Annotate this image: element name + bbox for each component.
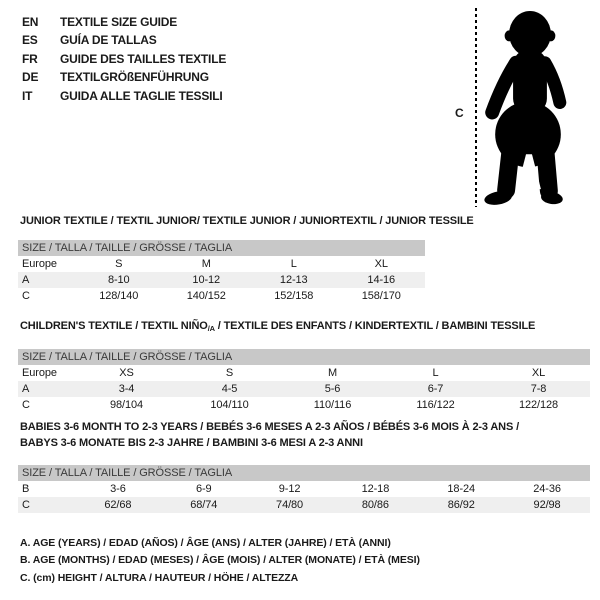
- table-cell: 6-7: [427, 383, 444, 395]
- table-cell: 74/80: [276, 499, 304, 511]
- table-row: [18, 381, 590, 397]
- table-row: [18, 365, 590, 381]
- size-header-bar: SIZE / TALLA / TAILLE / GRÖSSE / TAGLIA: [18, 349, 590, 365]
- table-cell: 104/110: [210, 399, 249, 411]
- table-cell: L: [290, 258, 297, 270]
- language-code: EN: [22, 15, 39, 29]
- table-cell: 10-12: [192, 274, 221, 286]
- table-row: [18, 397, 590, 413]
- size-header-bar: SIZE / TALLA / TAILLE / GRÖSSE / TAGLIA: [18, 240, 425, 256]
- table-cell: S: [225, 367, 234, 379]
- table-row: [18, 288, 425, 304]
- children-size-table: [18, 349, 590, 413]
- children-title-suffix: / TEXTILE DES ENFANTS / KINDERTEXTIL / BAMBINI TESSILE: [214, 320, 536, 332]
- table-cell: 68/74: [190, 499, 218, 511]
- babies-size-table: [18, 465, 590, 513]
- guide-title-it: GUIDA ALLE TAGLIE TESSILI: [60, 88, 223, 103]
- table-cell: XL: [374, 258, 388, 270]
- table-cell: 3-6: [110, 483, 126, 495]
- language-row-es: [22, 31, 226, 49]
- legend-line-b: B. AGE (MONTHS) / EDAD (MESES) / ÂGE (MOIS) / ALTER (MONATE) / ETÀ (MESI): [20, 554, 420, 567]
- children-title-subscript: /A: [207, 324, 215, 333]
- table-cell: 158/170: [361, 290, 401, 302]
- language-code: IT: [22, 88, 33, 103]
- junior-size-table: [18, 240, 425, 304]
- legend-line-a: A. AGE (YEARS) / EDAD (AÑOS) / ÂGE (ANS) / ALTER (JAHRE) / ETÀ (ANNI): [20, 537, 391, 549]
- row-label: Europe: [22, 258, 57, 270]
- table-cell: 116/122: [416, 399, 455, 411]
- table-cell: S: [115, 258, 123, 270]
- table-cell: 24-36: [533, 483, 561, 495]
- row-label: C: [22, 499, 30, 511]
- table-cell: 152/158: [274, 290, 314, 302]
- junior-table-title: JUNIOR TEXTILE / TEXTIL JUNIOR/ TEXTILE JUNIOR / JUNIORTEXTIL / JUNIOR TESSILE: [20, 215, 474, 227]
- table-cell: 12-13: [279, 274, 308, 286]
- table-cell: 6-9: [195, 483, 212, 495]
- language-row-en: [22, 13, 226, 31]
- table-cell: 128/140: [99, 290, 139, 302]
- table-cell: 62/68: [104, 499, 132, 511]
- measurement-legend: [20, 535, 420, 587]
- row-label: Europe: [22, 367, 57, 379]
- language-row-it: [22, 87, 226, 105]
- table-row: [18, 497, 590, 513]
- babies-title-line1: BABIES 3-6 MONTH TO 2-3 YEARS / BEBÉS 3-6 MESES A 2-3 AÑOS / BÉBÉS 3-6 MOIS À 2-3 ANS /: [20, 421, 519, 433]
- height-measure-label: C: [455, 106, 464, 120]
- row-label: C: [22, 399, 30, 411]
- table-cell: XS: [119, 367, 134, 379]
- guide-title-es: GUÍA DE TALLAS: [60, 33, 157, 48]
- language-title-list: [22, 13, 226, 105]
- table-cell: 92/98: [533, 499, 561, 511]
- table-cell: M: [327, 367, 338, 379]
- table-cell: 86/92: [447, 499, 475, 511]
- table-row: [18, 481, 590, 497]
- row-label: B: [22, 483, 30, 495]
- table-cell: 9-12: [278, 483, 301, 495]
- table-cell: L: [432, 367, 439, 379]
- table-cell: 8-10: [107, 274, 130, 286]
- row-label: A: [22, 383, 30, 395]
- table-row: [18, 256, 425, 272]
- table-cell: 110/116: [313, 399, 352, 411]
- guide-title-en: TEXTILE SIZE GUIDE: [60, 15, 178, 29]
- children-table-title: [20, 320, 535, 332]
- table-cell: 7-8: [530, 383, 547, 395]
- table-cell: 12-18: [361, 483, 390, 495]
- guide-title-fr: GUIDE DES TAILLES TEXTILE: [60, 51, 227, 66]
- language-code: ES: [22, 33, 38, 48]
- table-row: [18, 272, 425, 288]
- legend-line-c: C. (cm) HEIGHT / ALTURA / HAUTEUR / HÖHE / ALTEZZA: [20, 571, 299, 584]
- table-cell: 3-4: [118, 383, 135, 395]
- children-title-prefix: CHILDREN'S TEXTILE / TEXTIL NIÑO: [20, 320, 208, 332]
- size-header-bar: SIZE / TALLA / TAILLE / GRÖSSE / TAGLIA: [18, 465, 590, 481]
- baby-silhouette-icon: [482, 8, 574, 207]
- table-cell: 98/104: [109, 399, 144, 411]
- row-label: A: [22, 274, 30, 286]
- row-label: C: [22, 290, 30, 302]
- guide-title-de: TEXTILGRÖßENFÜHRUNG: [60, 70, 209, 85]
- height-measure-dotted-line: [475, 8, 477, 207]
- table-cell: 14-16: [367, 274, 396, 286]
- table-cell: 18-24: [447, 483, 476, 495]
- babies-table-title: [20, 420, 519, 451]
- table-cell: 4-5: [221, 383, 238, 395]
- table-cell: XL: [531, 367, 546, 379]
- language-row-fr: [22, 50, 226, 68]
- table-cell: 122/128: [518, 399, 559, 411]
- language-row-de: [22, 68, 226, 86]
- table-cell: 80/86: [361, 499, 389, 511]
- language-code: DE: [22, 70, 39, 85]
- language-code: FR: [22, 51, 38, 66]
- babies-title-line2: BABYS 3-6 MONATE BIS 2-3 JAHRE / BAMBINI 3-6 MESI A 2-3 ANNI: [20, 436, 363, 449]
- table-cell: M: [201, 258, 211, 270]
- table-cell: 140/152: [186, 290, 226, 302]
- table-cell: 5-6: [324, 383, 341, 395]
